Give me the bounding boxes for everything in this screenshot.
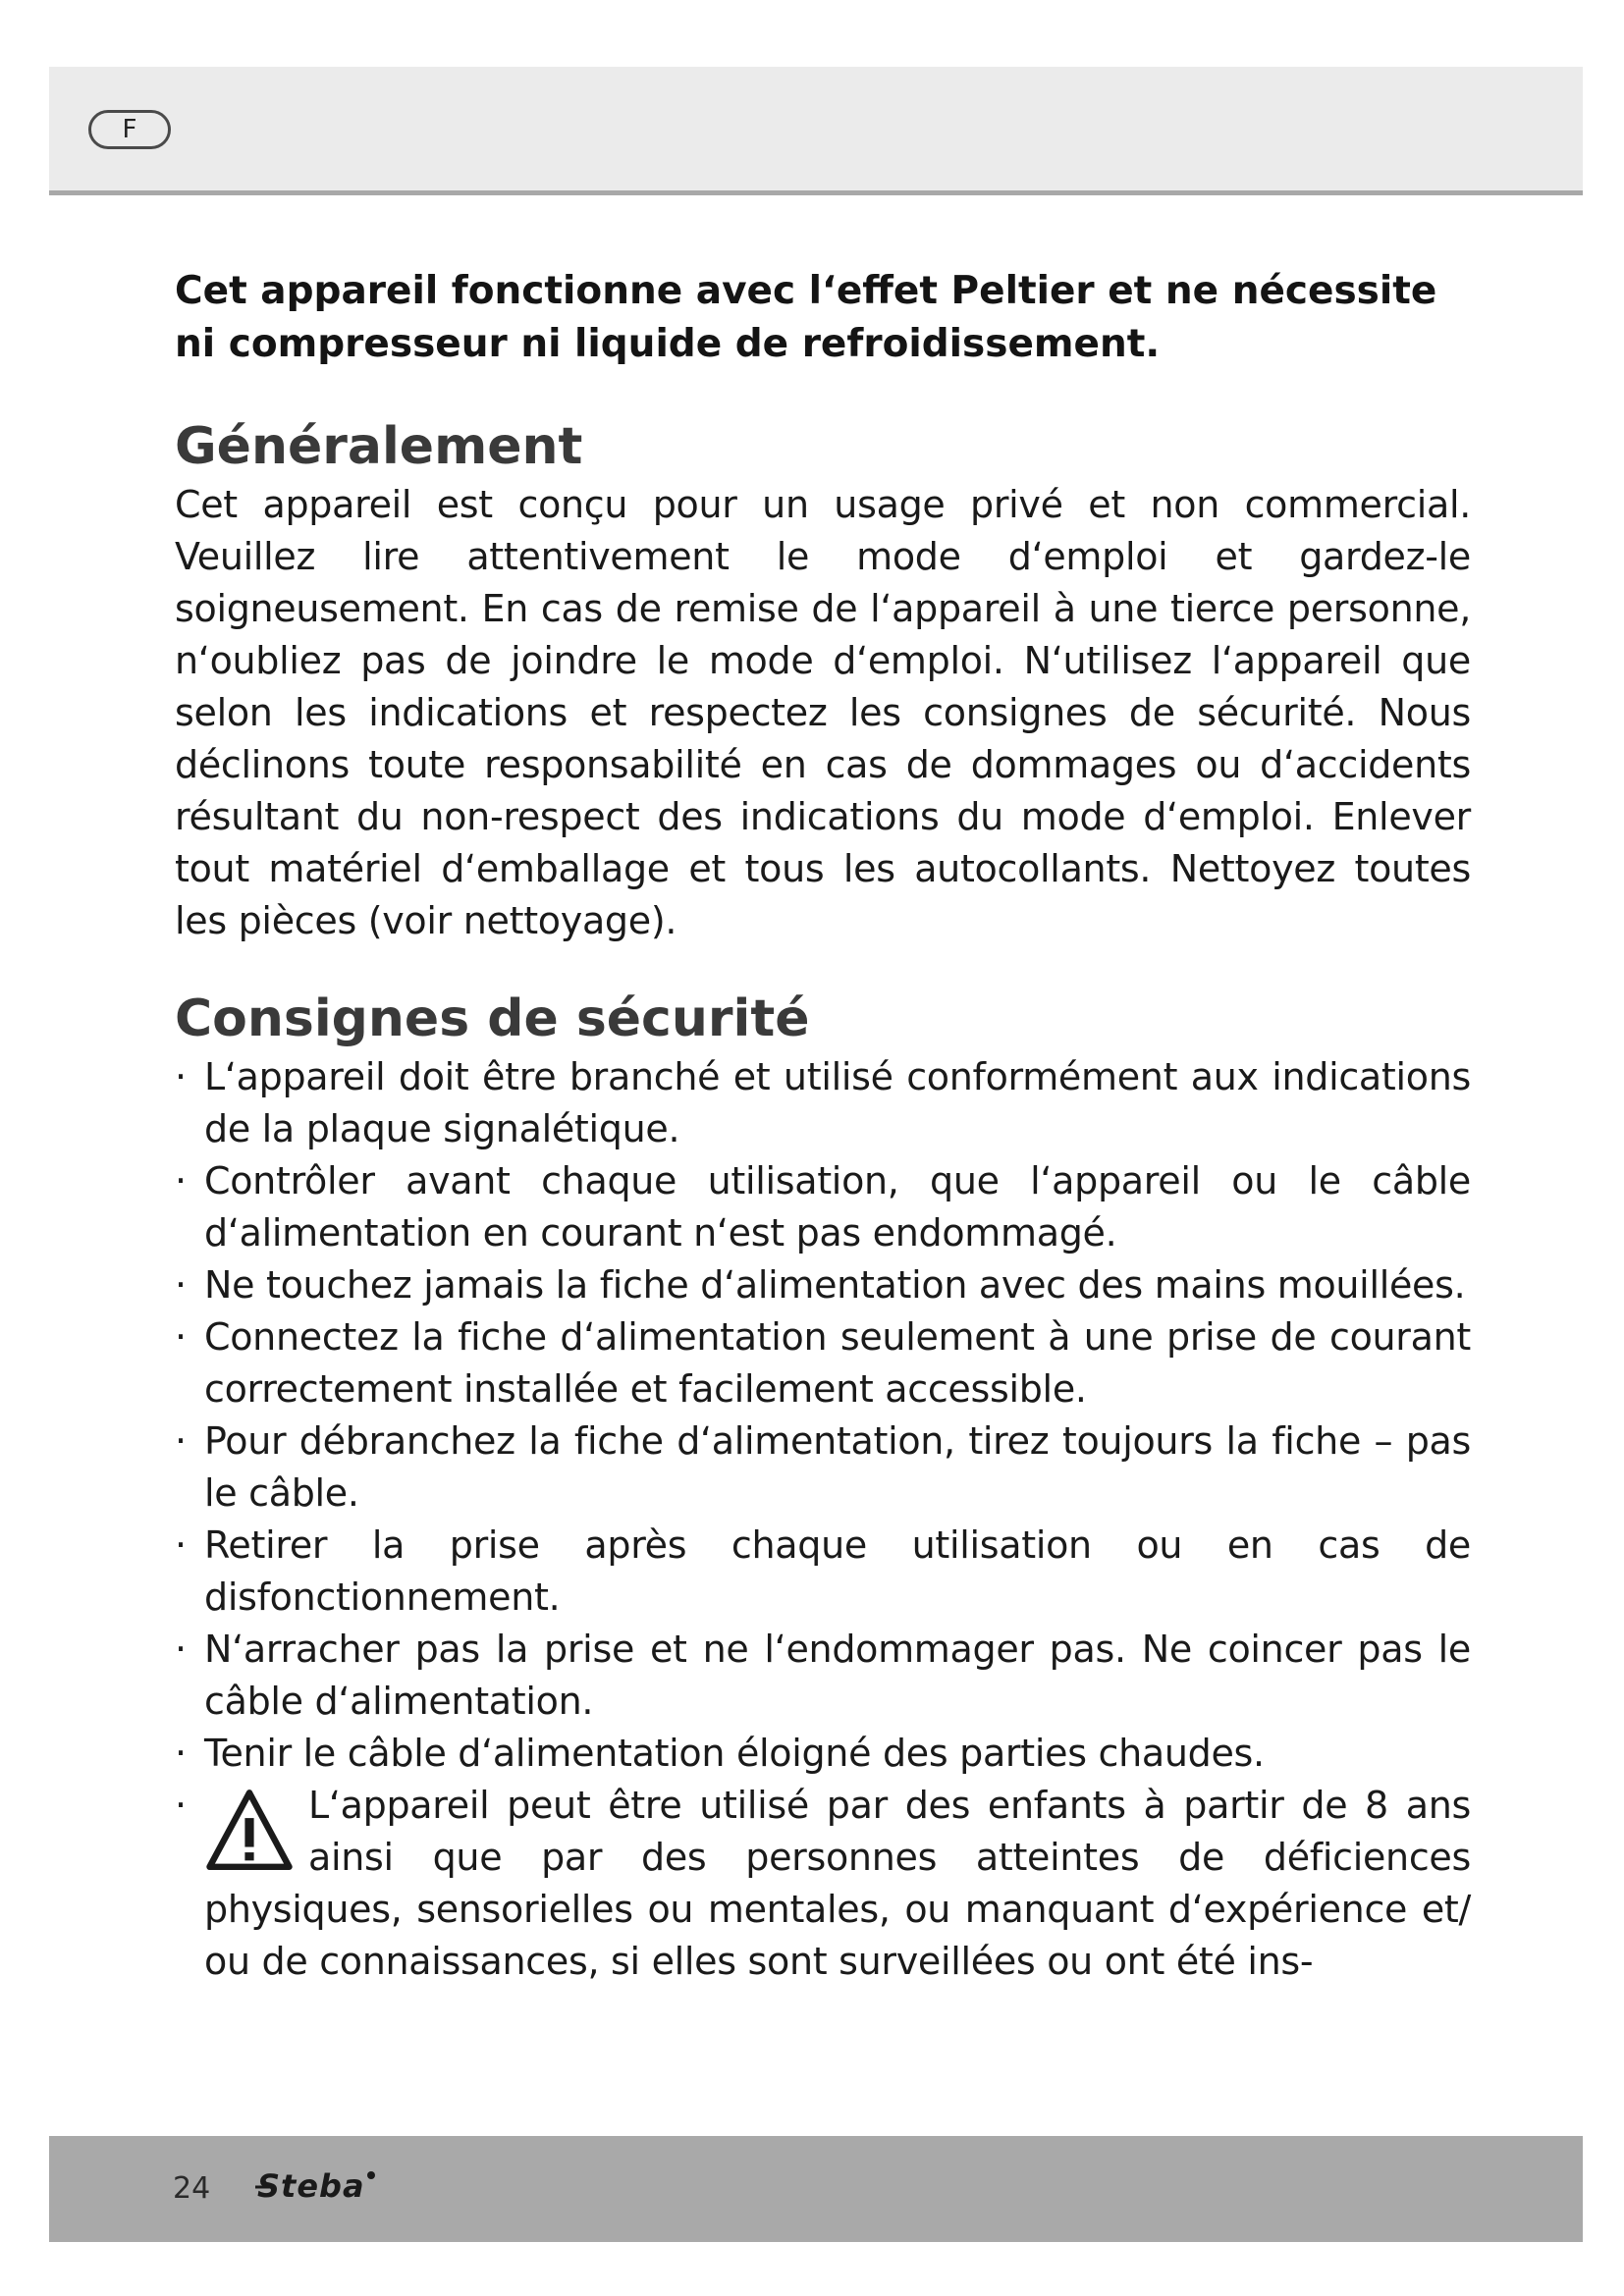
brand-text: Steba <box>257 2167 365 2205</box>
language-code: F <box>122 115 137 144</box>
general-body: Cet appareil est conçu pour un usage privé et non commercial. Veuillez lire attentivement le mode d‘emploi et gardez-le soigneusement. En cas de remise de l‘appareil à une tierce personne, n‘oubliez pas de joindre le mode d‘emploi. N‘utilisez l‘appareil que selon les indications et respectez les consignes de sécurité. Nous déclinons toute responsabilité en cas de dommages ou d‘accidents résultant du non-respect des indications du mode d‘emploi. Enlever tout matériel d‘emballage et tous les autocollants. Nettoyez toutes les pièces (voir nettoyage). <box>175 483 1471 942</box>
safety-list <box>175 1051 1471 1988</box>
list-item-warning: · L‘appareil peut être utilisé par des enfants à partir de 8 ans ainsi que par des personnes atteintes de déficiences physiques, sensorielles ou mentales, ou manquant d‘expérience et/ ou de connaissances, si elles sont surveillées ou ont été ins- <box>175 1784 1471 1983</box>
safety-heading: Consignes de sécurité <box>175 989 810 1048</box>
header-bar <box>49 67 1583 195</box>
warning-icon <box>204 1786 295 1876</box>
page-number: 24 <box>173 2171 211 2206</box>
list-item: · Contrôler avant chaque utilisation, que l‘appareil ou le câble d‘alimentation en courant n‘est pas endommagé. <box>175 1159 1471 1255</box>
list-item: · Connectez la fiche d‘alimentation seulement à une prise de courant correctement installée et facilement accessible. <box>175 1315 1471 1411</box>
main-content <box>175 265 1471 1988</box>
list-item: · N‘arracher pas la prise et ne l‘endommager pas. Ne coincer pas le câble d‘alimentation. <box>175 1628 1471 1723</box>
list-item: · Retirer la prise après chaque utilisation ou en cas de disfonctionnement. <box>175 1523 1471 1619</box>
list-item: · Ne touchez jamais la fiche d‘alimentation avec des mains mouillées. <box>175 1263 1466 1307</box>
intro-text: Cet appareil fonctionne avec l‘effet Peltier et ne nécessite ni compresseur ni liquide de refroidissement. <box>175 269 1437 366</box>
general-heading: Généralement <box>175 417 583 476</box>
steba-logo <box>255 2163 428 2211</box>
list-item: · Pour débranchez la fiche d‘alimentation, tirez toujours la fiche – pas le câble. <box>175 1419 1471 1515</box>
list-item: · Tenir le câble d‘alimentation éloigné des parties chaudes. <box>175 1732 1265 1775</box>
footer-bar <box>49 2136 1583 2242</box>
language-badge <box>88 110 171 149</box>
list-item: · L‘appareil doit être branché et utilisé conformément aux indications de la plaque signalétique. <box>175 1055 1471 1150</box>
